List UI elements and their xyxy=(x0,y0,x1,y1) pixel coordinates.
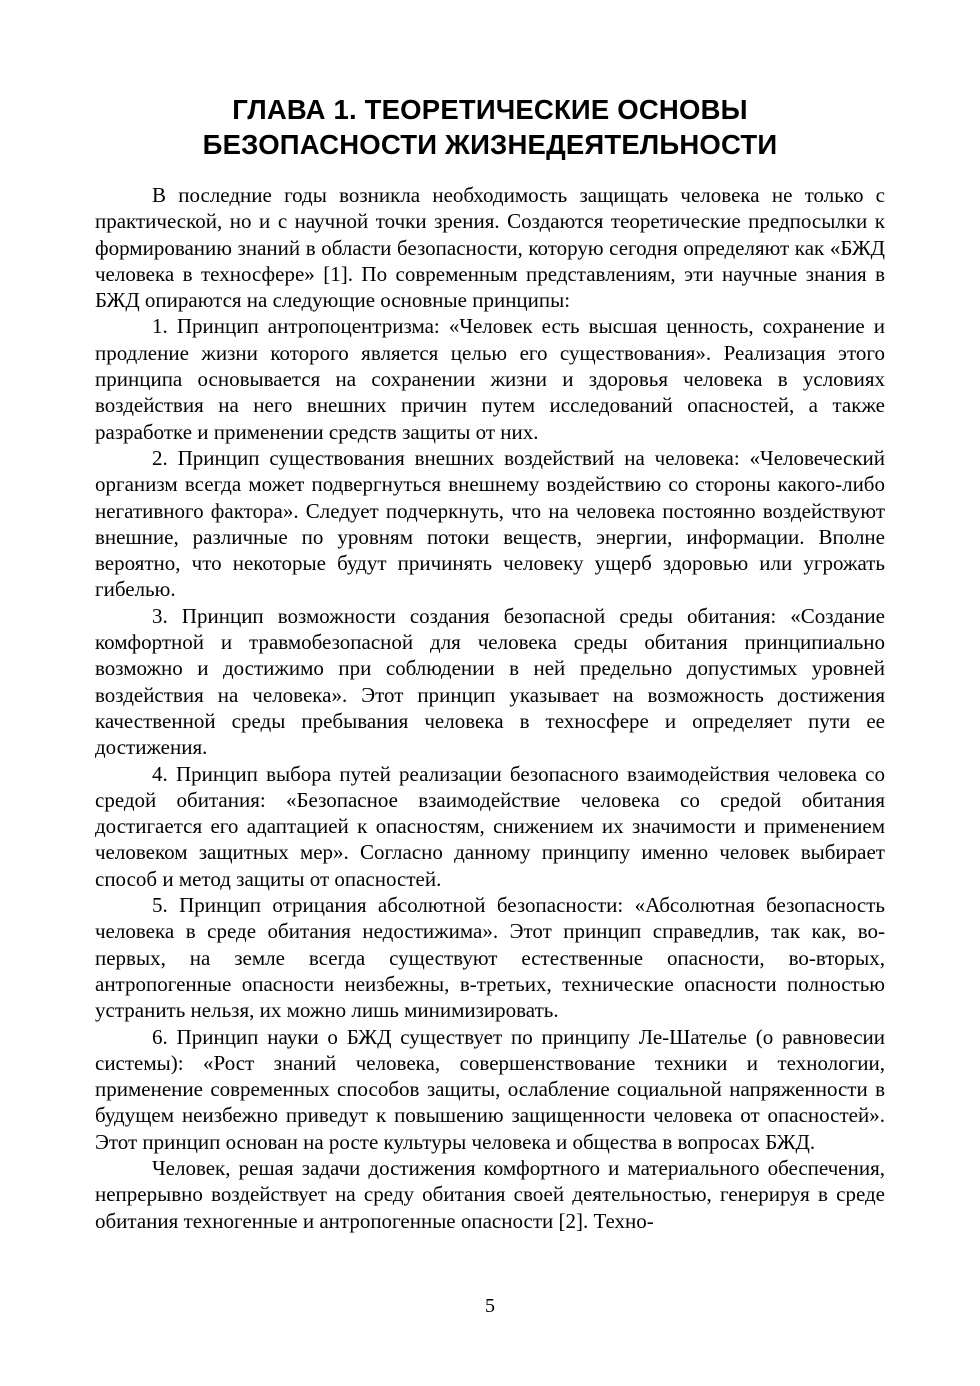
body-text xyxy=(95,182,885,1234)
intro-paragraph: В последние годы возникла необходимость защищать человека не только с практической, но и с научной точки зрения. Создаются теоретические предпосылки к формированию знаний в области безопасности, которую сегодня определяют как «БЖД человека в техносфере» [1]. По современным представлениям, эти научные знания в БЖД опираются на следующие основные принципы: xyxy=(95,183,885,313)
principle-3-paragraph: 3. Принцип возможности создания безопасной среды обитания: «Создание комфортной и травмобезопасной для человека среды обитания принципиально возможно и достижимо при соблюдении в ней предельно допустимых уровней воздействия на человека». Этот принцип указывает на возможность достижения качественной среды пребывания человека в техносфере и определяет пути ее достижения. xyxy=(95,603,885,760)
chapter-title-line-2: БЕЗОПАСНОСТИ ЖИЗНЕДЕЯТЕЛЬНОСТИ xyxy=(202,129,778,160)
principle-6-paragraph: 6. Принцип науки о БЖД существует по принципу Ле-Шателье (о равновесии системы): «Рост знаний человека, совершенствование техники и технологии, применение современных способов защиты, ослабление социальной напряженности в будущем неизбежно приведут к повышению защищенности человека от опасностей». Этот принцип основан на росте культуры человека и общества в вопросах БЖД. xyxy=(95,1024,885,1154)
closing-paragraph: Человек, решая задачи достижения комфортного и материального обеспечения, непрерывно воздействует на среду обитания своей деятельностью, генерируя в среде обитания техногенные и антропогенные опасности [2]. Техно- xyxy=(95,1155,885,1233)
chapter-title-line-1: ГЛАВА 1. ТЕОРЕТИЧЕСКИЕ ОСНОВЫ xyxy=(232,94,748,125)
principle-2-paragraph: 2. Принцип существования внешних воздействий на человека: «Человеческий организм всегда может подвергнуться внешнему воздействию со стороны какого-либо негативного фактора». Следует подчеркнуть, что на человека постоянно воздействуют внешние, различные по уровням потоки веществ, энергии, информации. Вполне вероятно, что некоторые будут причинять человеку ущерб здоровью или угрожать гибелью. xyxy=(95,445,885,602)
page-number: 5 xyxy=(485,1295,495,1317)
principle-4-paragraph: 4. Принцип выбора путей реализации безопасного взаимодействия человека со средой обитания: «Безопасное взаимодействие человека со средой обитания достигается его адаптацией к опасностям, снижением их значимости и применением человеком защитных мер». Согласно данному принципу именно человек выбирает способ и метод защиты от опасностей. xyxy=(95,761,885,891)
principle-5-paragraph: 5. Принцип отрицания абсолютной безопасности: «Абсолютная безопасность человека в среде обитания недостижима». Этот принцип справедлив, так как, во-первых, на земле всегда существуют естественные опасности, во-вторых, антропогенные опасности неизбежны, в-третьих, технические опасности полностью устранить нельзя, их можно лишь минимизировать. xyxy=(95,893,885,1023)
chapter-title xyxy=(95,92,885,162)
principle-1-paragraph: 1. Принцип антропоцентризма: «Человек есть высшая ценность, сохранение и продление жизни которого является целью его существования». Реализация этого принципа основывается на сохранении жизни и здоровья человека в условиях воздействия на него внешних причин путем исследований опасностей, а также разработке и применении средств защиты от них. xyxy=(95,314,885,444)
